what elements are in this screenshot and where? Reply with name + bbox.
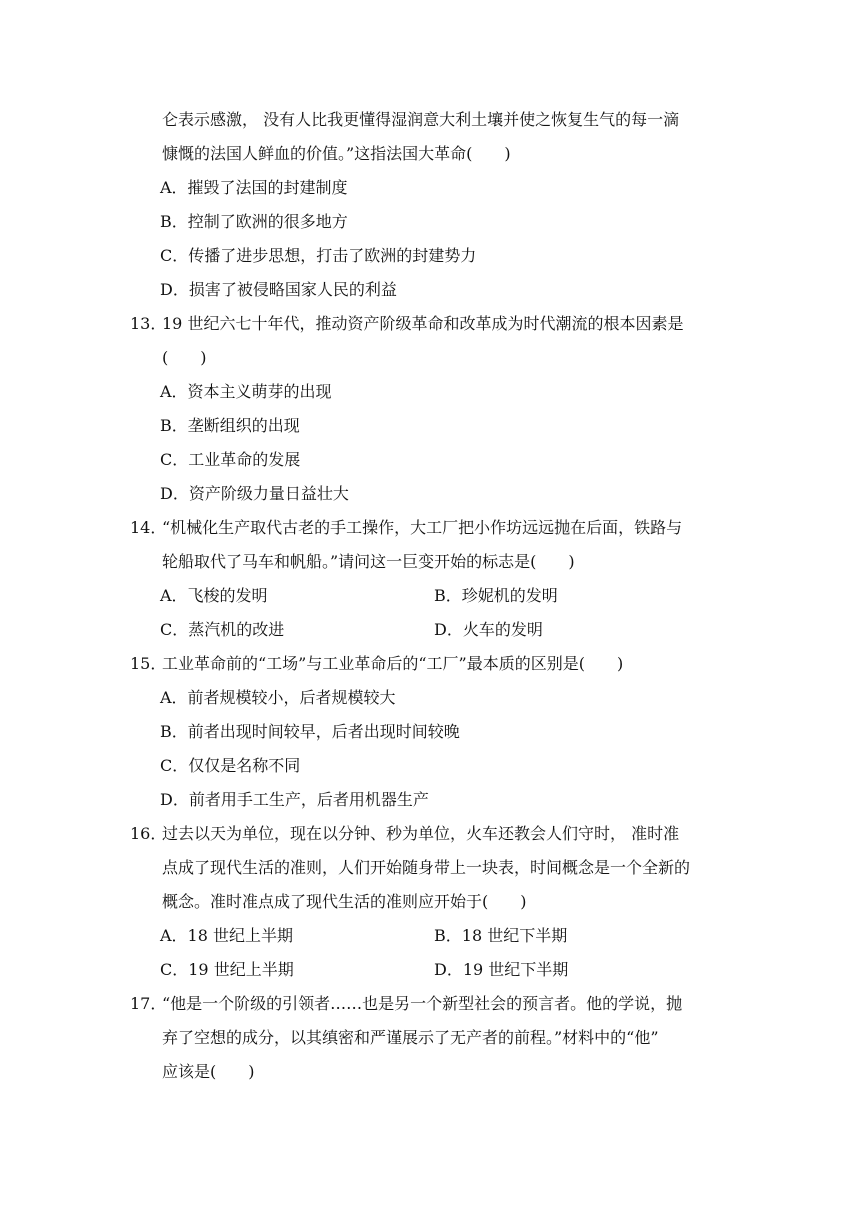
question-15-option-b: B．前者出现时间较早，后者出现时间较晚	[160, 722, 460, 741]
question-12-text-line-2: 慷慨的法国人鲜血的价值。”这指法国大革命( )	[162, 144, 511, 163]
question-14-option-d: D．火车的发明	[434, 620, 543, 639]
question-14-text-line-2: 轮船取代了马车和帆船。”请问这一巨变开始的标志是( )	[162, 552, 575, 571]
question-16-text-line-1: 过去以天为单位，现在以分钟、秒为单位，火车还教会人们守时， 准时准	[162, 824, 680, 843]
question-13-option-c: C．工业革命的发展	[160, 450, 301, 469]
question-13-text-line-2: ( )	[162, 348, 207, 367]
question-12-text-line-1: 仑表示感激， 没有人比我更懂得湿润意大利土壤并使之恢复生气的每一滴	[162, 110, 680, 129]
question-16-option-d: D．19 世纪下半期	[434, 960, 569, 979]
question-16-option-a: A．18 世纪上半期	[160, 926, 294, 945]
question-13-number: 13．	[130, 314, 167, 333]
question-15-option-c: C．仅仅是名称不同	[160, 756, 301, 775]
question-14-text-line-1: “机械化生产取代古老的手工操作，大工厂把小作坊远远抛在后面，铁路与	[162, 518, 683, 537]
question-14-option-c: C．蒸汽机的改进	[160, 620, 285, 639]
question-15-option-a: A．前者规模较小，后者规模较大	[160, 688, 396, 707]
question-16-text-line-3: 概念。准时准点成了现代生活的准则应开始于( )	[162, 892, 527, 911]
question-16-option-b: B．18 世纪下半期	[434, 926, 568, 945]
question-17-text-line-3: 应该是( )	[162, 1062, 255, 1081]
question-14-option-a: A．飞梭的发明	[160, 586, 268, 605]
question-16-option-c: C．19 世纪上半期	[160, 960, 294, 979]
question-15-option-d: D．前者用手工生产，后者用机器生产	[160, 790, 429, 809]
question-13-option-a: A．资本主义萌芽的出现	[160, 382, 332, 401]
question-14-number: 14．	[130, 518, 167, 537]
question-12-option-b: B．控制了欧洲的很多地方	[160, 212, 348, 231]
question-12-option-a: A．摧毁了法国的封建制度	[160, 178, 348, 197]
question-13-option-b: B．垄断组织的出现	[160, 416, 300, 435]
question-16-number: 16．	[130, 824, 167, 843]
question-17-text-line-1: “他是一个阶级的引领者……也是另一个新型社会的预言者。他的学说，抛	[162, 994, 683, 1013]
question-13-option-d: D．资产阶级力量日益壮大	[160, 484, 349, 503]
question-15-number: 15．	[130, 654, 167, 673]
question-12-option-d: D．损害了被侵略国家人民的利益	[160, 280, 397, 299]
question-14-option-b: B．珍妮机的发明	[434, 586, 558, 605]
question-17-text-line-2: 弃了空想的成分，以其缜密和严谨展示了无产者的前程。”材料中的“他”	[162, 1028, 659, 1047]
question-13-text-line-1: 19 世纪六七十年代，推动资产阶级革命和改革成为时代潮流的根本因素是	[162, 314, 684, 333]
question-17-number: 17．	[130, 994, 167, 1013]
question-12-option-c: C．传播了进步思想，打击了欧洲的封建势力	[160, 246, 477, 265]
question-16-text-line-2: 点成了现代生活的准则，人们开始随身带上一块表，时间概念是一个全新的	[162, 858, 691, 877]
question-15-text-line-1: 工业革命前的“工场”与工业革命后的“工厂”最本质的区别是( )	[162, 654, 624, 673]
